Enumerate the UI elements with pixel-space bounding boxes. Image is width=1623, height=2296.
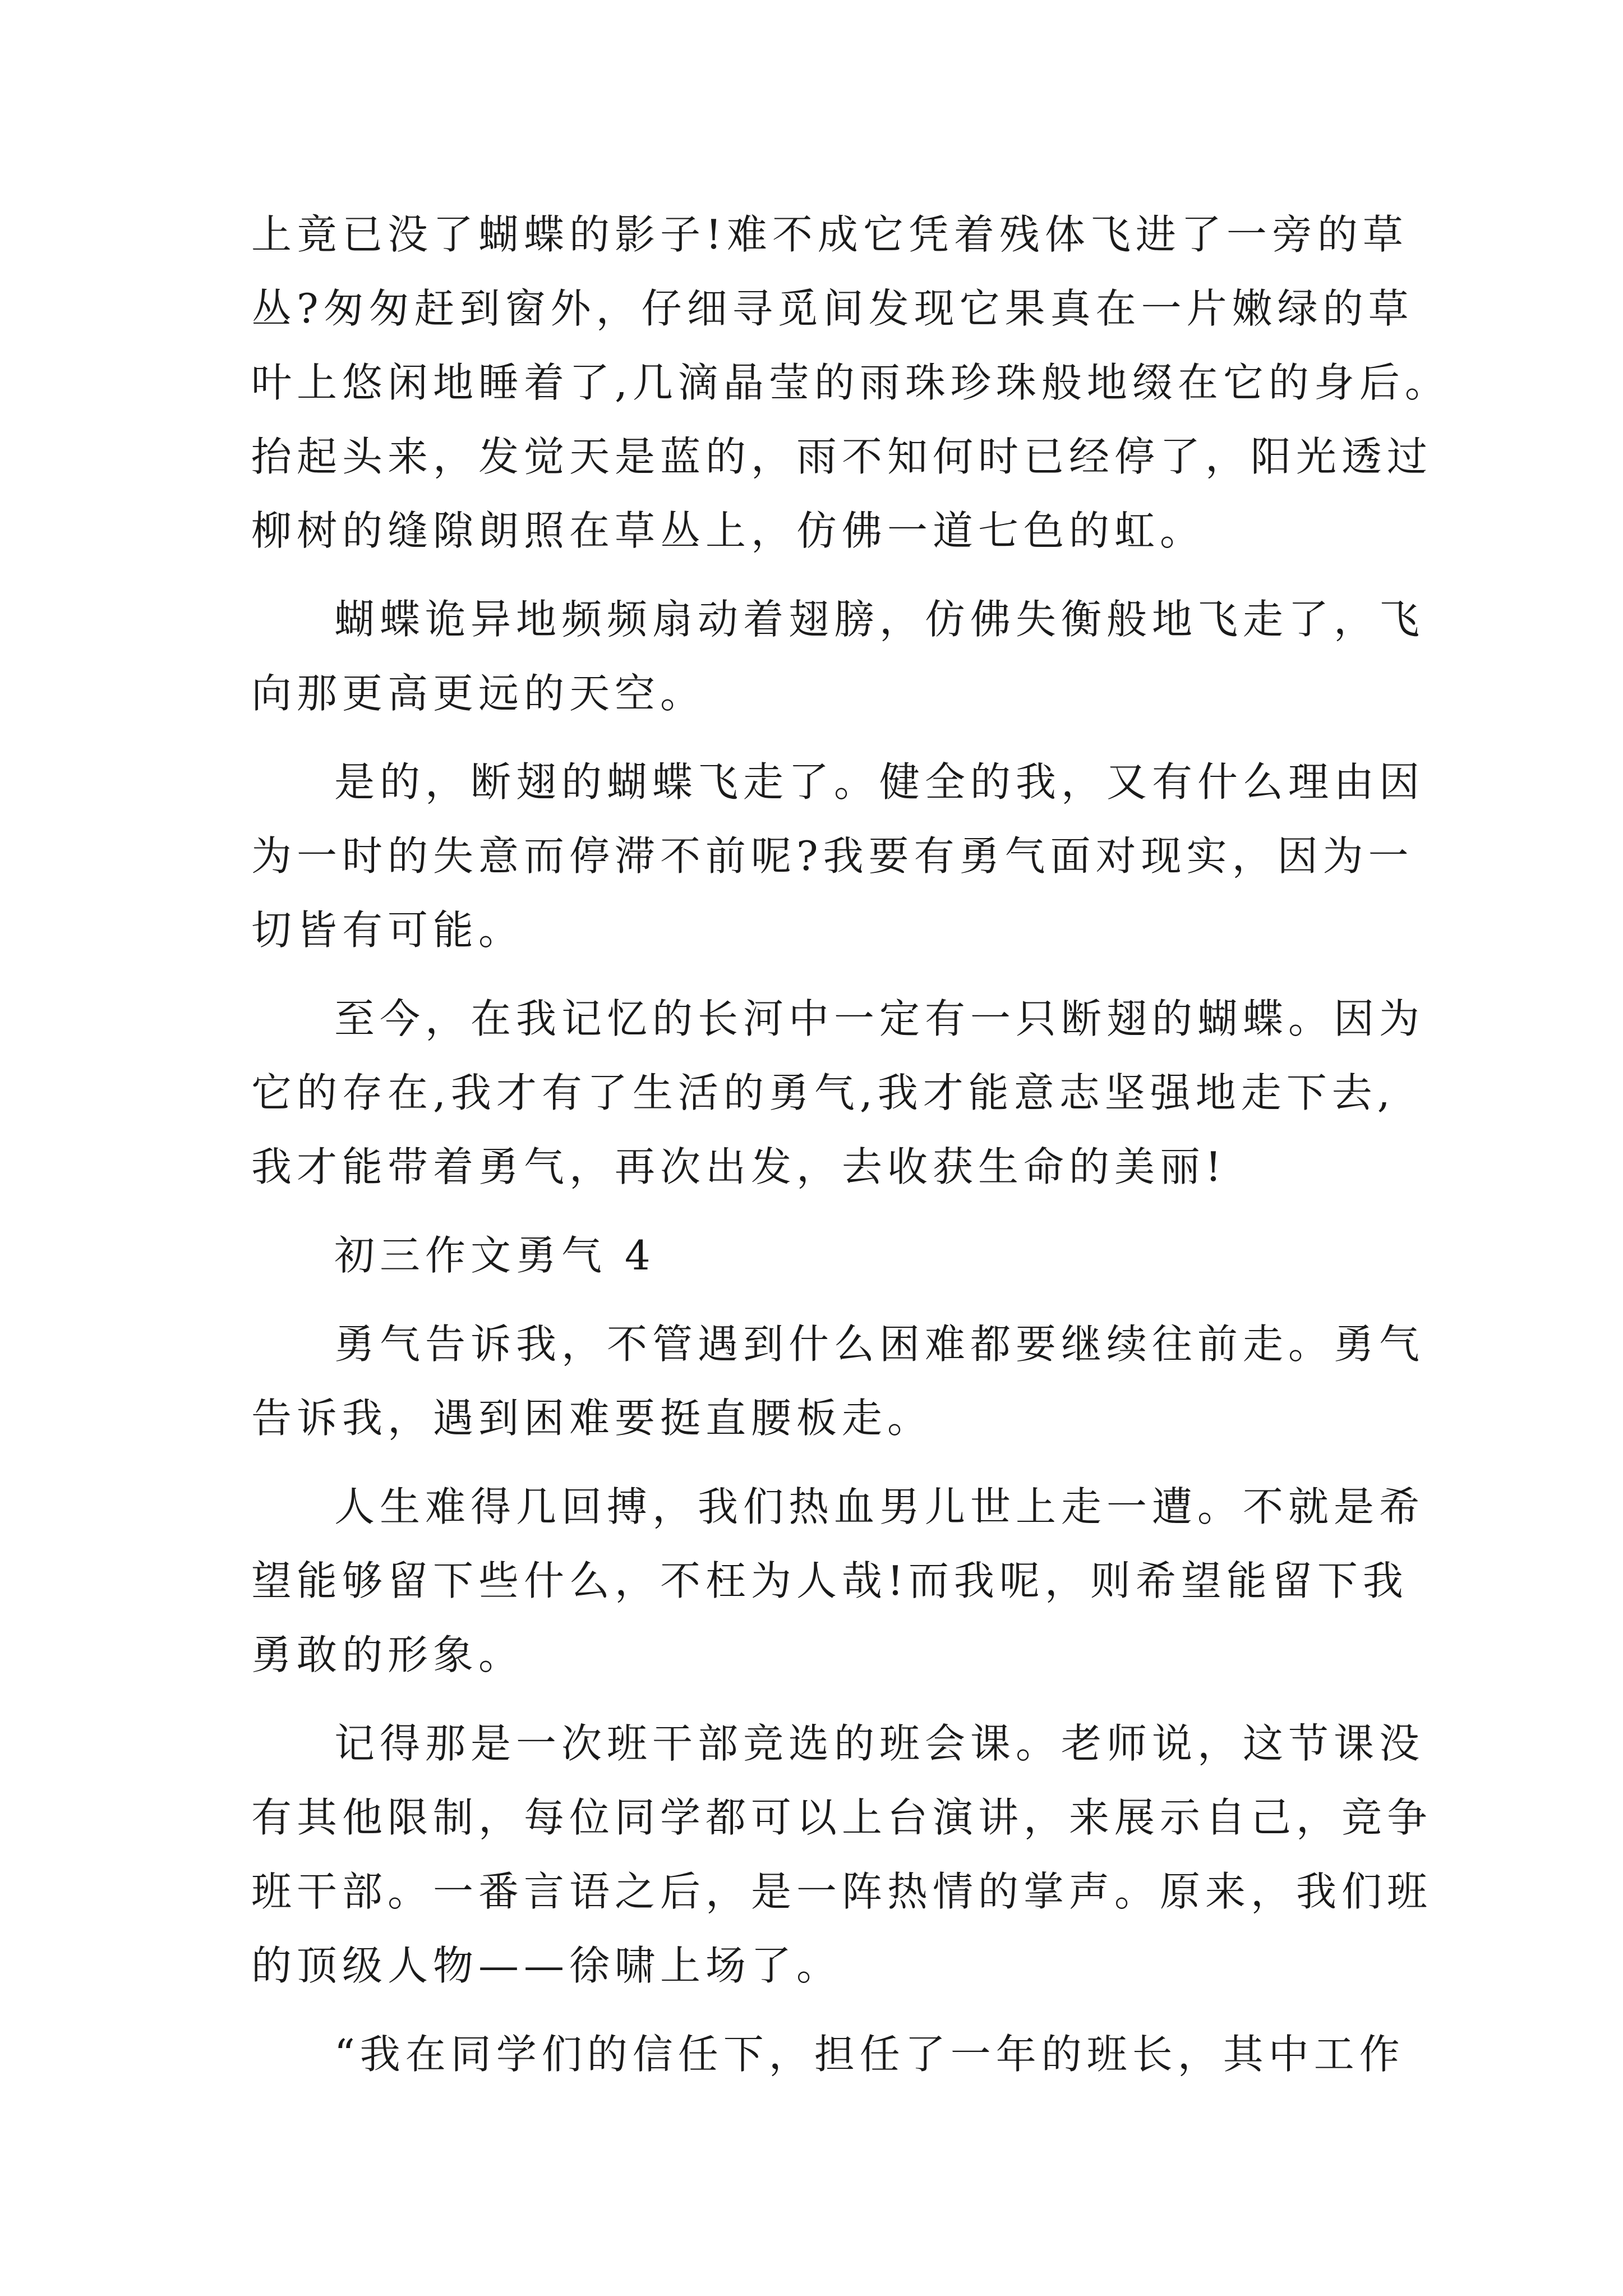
body-text (251, 197, 1450, 2091)
text-line: 记得那是一次班干部竞选的班会课。老师说，这节课没 (334, 1720, 1425, 1767)
text-line: 切皆有可能。 (251, 907, 524, 954)
text-line: 丛?匆匆赶到窗外，仔细寻觅间发现它果真在一片嫩绿的草 (251, 285, 1414, 332)
text-line: 初三作文勇气 4 (334, 1232, 656, 1279)
text-line: 望能够留下些什么，不枉为人哉!而我呢，则希望能留下我 (251, 1557, 1408, 1604)
text-line: 是的，断翅的蝴蝶飞走了。健全的我，又有什么理由因 (334, 758, 1425, 806)
text-line: 勇气告诉我，不管遇到什么困难都要继续往前走。勇气 (334, 1320, 1425, 1368)
text-line: 向那更高更远的天空。 (251, 670, 706, 717)
text-line: 抬起头来，发觉天是蓝的，雨不知何时已经停了，阳光透过 (251, 433, 1433, 480)
text-line: 班干部。一番言语之后，是一阵热情的掌声。原来，我们班 (251, 1868, 1433, 1915)
text-line: “我在同学们的信任下，担任了一年的班长，其中工作 (334, 2031, 1405, 2078)
text-line: 勇敢的形象。 (251, 1631, 524, 1678)
text-line: 告诉我，遇到困难要挺直腰板走。 (251, 1395, 933, 1442)
text-line: 至今，在我记忆的长河中一定有一只断翅的蝴蝶。因为 (334, 995, 1425, 1042)
text-line: 柳树的缝隙朗照在草丛上，仿佛一道七色的虹。 (251, 507, 1206, 554)
text-line: 上竟已没了蝴蝶的影子!难不成它凭着残体飞进了一旁的草 (251, 211, 1408, 258)
text-line: 蝴蝶诡异地频频扇动着翅膀，仿佛失衡般地飞走了，飞 (334, 596, 1425, 643)
text-line: 叶上悠闲地睡着了,几滴晶莹的雨珠珍珠般地缀在它的身后。 (251, 359, 1450, 406)
text-line: 人生难得几回搏，我们热血男儿世上走一遭。不就是希 (334, 1483, 1425, 1530)
text-line: 它的存在,我才有了生活的勇气,我才能意志坚强地走下去, (251, 1069, 1395, 1116)
text-line: 我才能带着勇气，再次出发，去收获生命的美丽! (251, 1143, 1227, 1190)
text-line: 的顶级人物——徐啸上场了。 (251, 1942, 842, 1989)
text-line: 有其他限制，每位同学都可以上台演讲，来展示自己，竞争 (251, 1794, 1433, 1841)
text-line: 为一时的失意而停滞不前呢?我要有勇气面对现实，因为一 (251, 832, 1414, 880)
